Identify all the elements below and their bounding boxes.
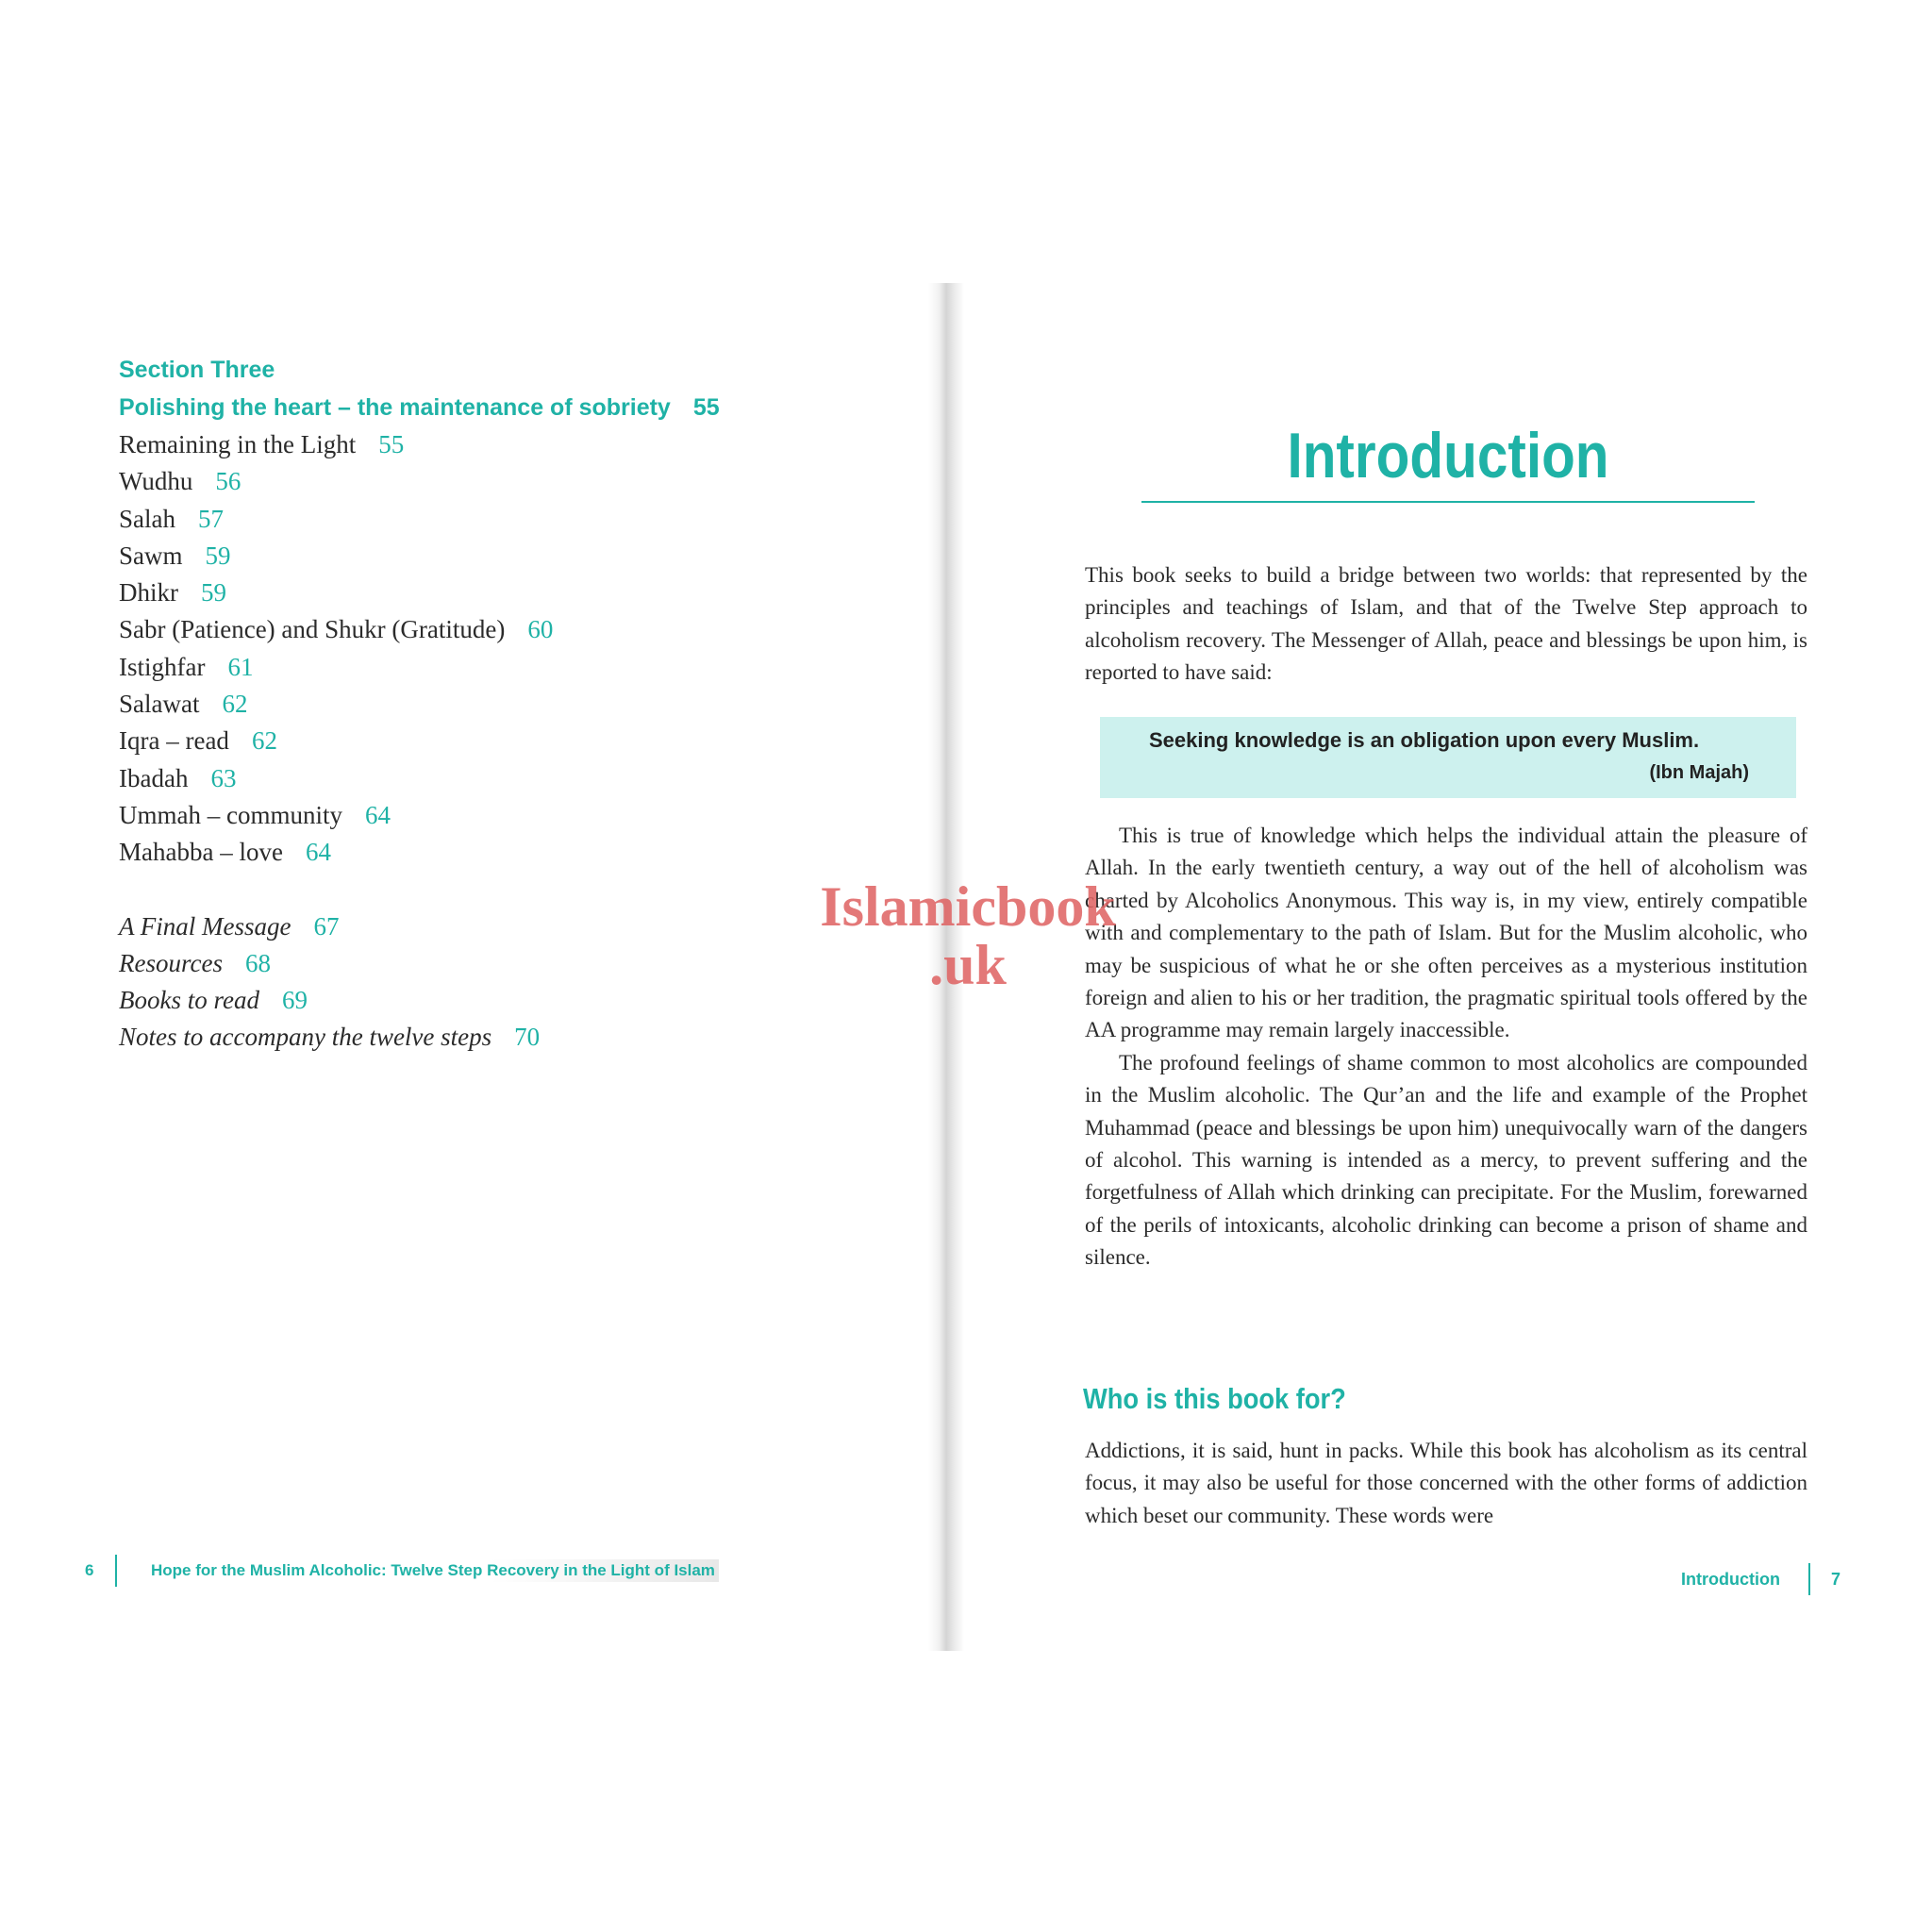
toc-entry: Salawat 62 bbox=[119, 690, 248, 719]
toc-entry: Sabr (Patience) and Shukr (Gratitude) 60 bbox=[119, 615, 554, 644]
intro-body bbox=[1085, 820, 1807, 1274]
toc-section-title-row bbox=[119, 389, 930, 426]
right-running-head: Introduction bbox=[1681, 1569, 1780, 1589]
chapter-title: Introduction bbox=[1287, 420, 1609, 491]
right-page-footer bbox=[1681, 1563, 1840, 1595]
toc-entry: Wudhu 56 bbox=[119, 467, 242, 496]
left-page-footer bbox=[85, 1555, 719, 1587]
quote-citation: (Ibn Majah) bbox=[1649, 762, 1749, 783]
footer-divider bbox=[1808, 1563, 1810, 1595]
toc-extra-entry: Notes to accompany the twelve steps 70 bbox=[119, 1023, 541, 1052]
toc-entry: Salah 57 bbox=[119, 504, 224, 533]
intro-paragraph-1: This book seeks to build a bridge between two worlds: that represented by the principles and teachings of Islam, and that of the Twelve Step approach to alcoholism recovery. The Messenger of Allah, peace and blessings be upon him, is reported to have said: bbox=[1085, 563, 1807, 685]
toc-entry: Iqra – read 62 bbox=[119, 726, 277, 756]
toc-section-page: 55 bbox=[692, 394, 720, 421]
left-page-number: 6 bbox=[85, 1561, 94, 1579]
toc-entry: Istighfar 61 bbox=[119, 652, 254, 681]
watermark bbox=[798, 877, 1138, 994]
toc-entry: Ibadah 63 bbox=[119, 763, 237, 792]
toc-extra-entry: A Final Message 67 bbox=[119, 911, 340, 941]
hadith-quote-box bbox=[1100, 717, 1796, 798]
toc-extra-entry: Books to read 69 bbox=[119, 986, 308, 1015]
toc-entry: Mahabba – love 64 bbox=[119, 838, 331, 867]
right-page-number: 7 bbox=[1830, 1569, 1840, 1589]
toc-section-title: Polishing the heart – the maintenance of sobriety bbox=[119, 394, 671, 421]
toc-section-label: Section Three bbox=[119, 357, 275, 383]
quote-text: Seeking knowledge is an obligation upon every Muslim. bbox=[1149, 728, 1700, 752]
intro-paragraph-3: The profound feelings of shame common to most alcoholics are compounded in the Muslim alcoholic. The Qur’an and the life and example of the Prophet Muhammad (peace and blessings be upon him) unequivocally warn of the dangers of alcohol. This warning is intended as a mercy, to prevent suffering and the forgetfulness of Allah which drinking can precipitate. For the Muslim, forewarned of the perils of intoxicants, alcoholic drinking can become a prison of shame and silence. bbox=[1085, 1050, 1807, 1270]
toc-extra-entry: Resources 68 bbox=[119, 948, 271, 977]
watermark-line-2: .uk bbox=[929, 934, 1007, 996]
intro-paragraph-4: Addictions, it is said, hunt in packs. While this book has alcoholism as its central focus, it may also be useful for those concerned with the other forms of addiction which beset our community. These words were bbox=[1085, 1439, 1807, 1527]
footer-divider bbox=[115, 1555, 117, 1587]
watermark-line-1: Islamicbook bbox=[820, 875, 1116, 938]
intro-paragraph-2: This is true of knowledge which helps the individual attain the pleasure of Allah. In the early twentieth century, a way out of the hell of alcoholism was charted by Alcoholics Anonymous. This way is, in my view, entirely compatible with and complementary to the path of Islam. But for the Muslim alcoholic, who may be suspicious of what he or she often perceives as a mysterious institution foreign and alien to his or her tradition, the pragmatic spiritual tools offered by the AA programme may remain largely inaccessible. bbox=[1085, 824, 1807, 1042]
toc-entry: Remaining in the Light 55 bbox=[119, 430, 405, 458]
toc-entry: Sawm 59 bbox=[119, 541, 231, 570]
left-running-head: Hope for the Muslim Alcoholic: Twelve Step Recovery in the Light of Islam bbox=[147, 1559, 719, 1582]
toc-entry: Ummah – community 64 bbox=[119, 800, 391, 829]
intro-paragraph-4-container bbox=[1085, 1435, 1807, 1532]
section-subheading: Who is this book for? bbox=[1083, 1382, 1346, 1415]
title-underline bbox=[1141, 501, 1755, 503]
toc-entry: Dhikr 59 bbox=[119, 578, 226, 608]
